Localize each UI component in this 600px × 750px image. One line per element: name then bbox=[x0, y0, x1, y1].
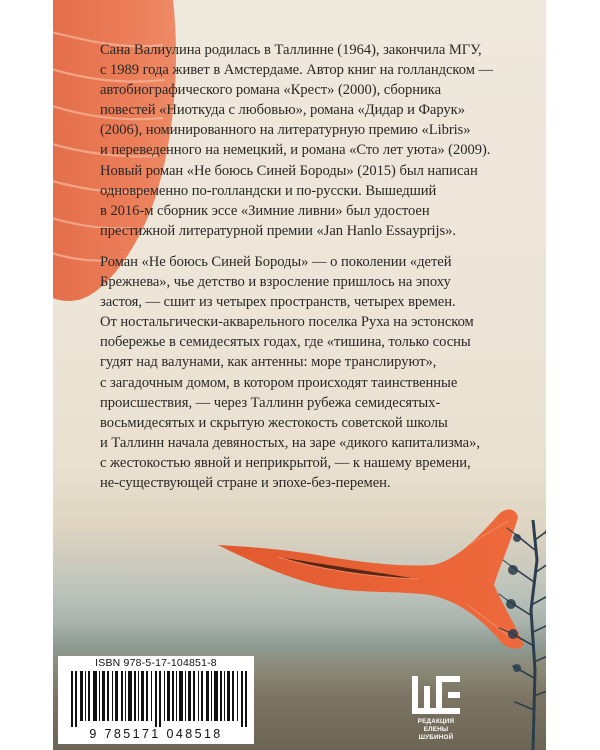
text-line: восьмидесятых и скрытую жестокость советской школы bbox=[100, 414, 448, 431]
text-line: (2006), номинированного на литературную премию «Libris» bbox=[100, 122, 471, 139]
text-line: повестей «Ниоткуда с любовью», романа «Дидар и Фарук» bbox=[100, 102, 465, 119]
text-line: Роман «Не боюсь Синей Бороды» — о поколении «детей bbox=[100, 254, 452, 270]
publisher-name bbox=[406, 718, 466, 742]
text-line: с жестокостью явной и неприкрытой, — к нашему времени, bbox=[100, 454, 471, 471]
text-line: и переведенного на немецкий, и романа «Сто лет уюта» (2009). bbox=[100, 142, 491, 159]
text-line: престижной литературной премии «Jan Hanlo Essayprijs». bbox=[100, 222, 456, 239]
author-bio bbox=[100, 40, 500, 241]
publisher-line-1: РЕДАКЦИЯ bbox=[417, 718, 455, 725]
barcode-panel bbox=[58, 656, 254, 744]
barcode-digits: 9 785171 048518 bbox=[89, 727, 223, 741]
text-line: с загадочным домом, в котором происходят таинственные bbox=[100, 374, 458, 391]
text-line: застоя, — сшит из четырех пространств, четырех времен. bbox=[100, 294, 456, 311]
tree-image bbox=[493, 520, 546, 750]
text-line: в 2016-м сборник эссе «Зимние ливни» был удостоен bbox=[100, 202, 430, 219]
text-line: побережье в семидесятых годах, где «тишина, только сосны bbox=[100, 334, 471, 351]
publisher-line-2: ЕЛЕНЫ ШУБИНОЙ bbox=[418, 726, 454, 741]
publisher-logo-mark-icon bbox=[412, 676, 460, 714]
text-line: не-существующей стране и эпохе-без-перемен. bbox=[100, 475, 391, 492]
barcode-bars bbox=[71, 671, 249, 727]
fish-tail-image bbox=[218, 505, 528, 655]
text-line: происшествия, — через Таллинн рубежа семидесятых- bbox=[100, 394, 441, 411]
text-line: и Таллинн начала девяностых, на заре «дикого капитализма», bbox=[100, 434, 480, 451]
text-line: Новый роман «Не боюсь Синей Бороды» (2015) был написан bbox=[100, 162, 478, 179]
text-line: От ностальгически-акварельного поселка Руха на эстонском bbox=[100, 314, 474, 331]
book-back-cover bbox=[53, 0, 546, 750]
text-line: автобиографического романа «Крест» (2000), сборника bbox=[100, 82, 442, 99]
text-line: Брежнева», чье детство и взросление пришлось на эпоху bbox=[100, 274, 451, 291]
book-synopsis bbox=[100, 252, 500, 493]
isbn-text: ISBN 978-5-17-104851-8 bbox=[95, 657, 217, 669]
text-line: с 1989 года живет в Амстердаме. Автор книг на голландском — bbox=[100, 62, 494, 79]
text-line: гудят над валунами, как антенны: море транслируют», bbox=[100, 354, 437, 371]
text-line: одновременно по-голландски и по-русски. Вышедший bbox=[100, 182, 437, 199]
text-line: Сана Валиулина родилась в Таллинне (1964), закончила МГУ, bbox=[100, 42, 482, 58]
publisher-logo bbox=[406, 676, 466, 744]
